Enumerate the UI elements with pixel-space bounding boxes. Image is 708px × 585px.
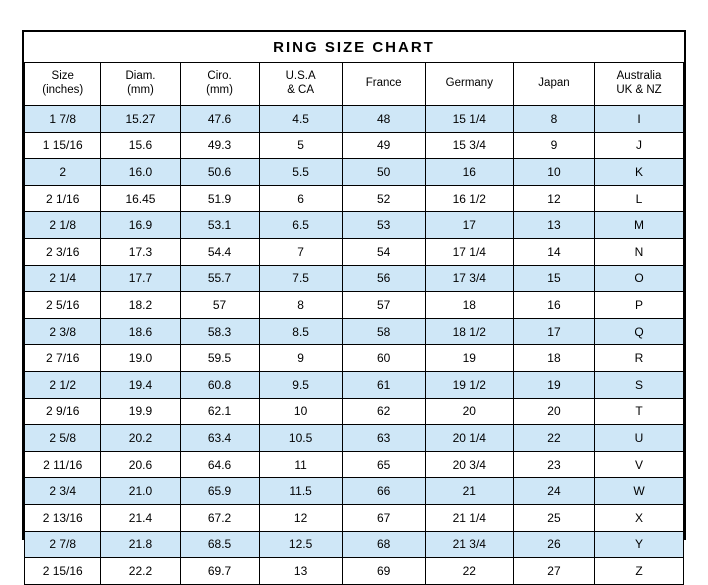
table-row bbox=[25, 185, 684, 212]
column-header-line1: France bbox=[365, 77, 402, 90]
table-cell: U bbox=[595, 425, 684, 452]
chart-title-row bbox=[25, 32, 684, 63]
table-row bbox=[25, 504, 684, 531]
table-cell: S bbox=[595, 371, 684, 398]
table-cell: 2 15/16 bbox=[25, 558, 101, 585]
table-row bbox=[25, 425, 684, 452]
table-cell: 10.5 bbox=[259, 425, 342, 452]
table-cell: 20 bbox=[425, 398, 513, 425]
table-cell: L bbox=[595, 185, 684, 212]
table-cell: R bbox=[595, 345, 684, 372]
column-header-line1: Diam. bbox=[125, 70, 156, 83]
table-cell: 47.6 bbox=[180, 106, 259, 133]
table-cell: 16 1/2 bbox=[425, 185, 513, 212]
table-cell: Y bbox=[595, 531, 684, 558]
table-cell: 62 bbox=[342, 398, 425, 425]
column-header-3 bbox=[259, 63, 342, 106]
table-cell: 49 bbox=[342, 132, 425, 159]
table-cell: 16 bbox=[513, 292, 594, 319]
table-cell: 21.8 bbox=[101, 531, 180, 558]
table-cell: 18.2 bbox=[101, 292, 180, 319]
table-cell: 9 bbox=[513, 132, 594, 159]
table-cell: 15 3/4 bbox=[425, 132, 513, 159]
column-header-4 bbox=[342, 63, 425, 106]
table-cell: P bbox=[595, 292, 684, 319]
table-cell: 62.1 bbox=[180, 398, 259, 425]
table-cell: 9 bbox=[259, 345, 342, 372]
table-row bbox=[25, 531, 684, 558]
table-cell: 2 9/16 bbox=[25, 398, 101, 425]
table-cell: 11 bbox=[259, 451, 342, 478]
table-cell: 6.5 bbox=[259, 212, 342, 239]
table-cell: 25 bbox=[513, 504, 594, 531]
table-cell: 22.2 bbox=[101, 558, 180, 585]
table-cell: 53 bbox=[342, 212, 425, 239]
table-cell: 13 bbox=[513, 212, 594, 239]
table-cell: 17 bbox=[513, 318, 594, 345]
table-cell: 63 bbox=[342, 425, 425, 452]
table-cell: 2 bbox=[25, 159, 101, 186]
table-cell: 4.5 bbox=[259, 106, 342, 133]
table-cell: 14 bbox=[513, 238, 594, 265]
table-cell: 5.5 bbox=[259, 159, 342, 186]
table-cell: 2 1/4 bbox=[25, 265, 101, 292]
column-header-line2: (mm) bbox=[206, 84, 233, 96]
table-cell: 56 bbox=[342, 265, 425, 292]
column-header-7 bbox=[595, 63, 684, 106]
table-cell: 53.1 bbox=[180, 212, 259, 239]
column-header-line2: (mm) bbox=[127, 84, 154, 96]
table-cell: 59.5 bbox=[180, 345, 259, 372]
table-cell: 21.0 bbox=[101, 478, 180, 505]
table-cell: 49.3 bbox=[180, 132, 259, 159]
table-row bbox=[25, 292, 684, 319]
table-cell: 51.9 bbox=[180, 185, 259, 212]
table-cell: 2 5/16 bbox=[25, 292, 101, 319]
column-header-1 bbox=[101, 63, 180, 106]
table-cell: N bbox=[595, 238, 684, 265]
table-cell: 48 bbox=[342, 106, 425, 133]
table-cell: 2 3/4 bbox=[25, 478, 101, 505]
table-cell: 19 bbox=[425, 345, 513, 372]
table-cell: 11.5 bbox=[259, 478, 342, 505]
table-cell: X bbox=[595, 504, 684, 531]
table-cell: 23 bbox=[513, 451, 594, 478]
table-cell: 58.3 bbox=[180, 318, 259, 345]
table-cell: 8.5 bbox=[259, 318, 342, 345]
table-cell: V bbox=[595, 451, 684, 478]
table-cell: 66 bbox=[342, 478, 425, 505]
table-cell: 22 bbox=[513, 425, 594, 452]
table-cell: 2 13/16 bbox=[25, 504, 101, 531]
table-cell: 27 bbox=[513, 558, 594, 585]
table-cell: 15.27 bbox=[101, 106, 180, 133]
table-cell: J bbox=[595, 132, 684, 159]
table-cell: 2 11/16 bbox=[25, 451, 101, 478]
table-cell: 20.2 bbox=[101, 425, 180, 452]
table-cell: Z bbox=[595, 558, 684, 585]
table-cell: 20.6 bbox=[101, 451, 180, 478]
table-cell: 7 bbox=[259, 238, 342, 265]
table-cell: 65.9 bbox=[180, 478, 259, 505]
table-row bbox=[25, 478, 684, 505]
table-row bbox=[25, 238, 684, 265]
table-cell: 26 bbox=[513, 531, 594, 558]
table-row bbox=[25, 345, 684, 372]
column-header-line2: UK & NZ bbox=[616, 84, 662, 96]
table-cell: 24 bbox=[513, 478, 594, 505]
table-cell: 68.5 bbox=[180, 531, 259, 558]
table-cell: 16.0 bbox=[101, 159, 180, 186]
table-cell: 15 1/4 bbox=[425, 106, 513, 133]
table-cell: K bbox=[595, 159, 684, 186]
ring-size-chart bbox=[22, 30, 686, 578]
column-header-line1: Size bbox=[51, 70, 74, 83]
column-header-2 bbox=[180, 63, 259, 106]
table-cell: 55.7 bbox=[180, 265, 259, 292]
table-cell: 17 3/4 bbox=[425, 265, 513, 292]
table-cell: 67.2 bbox=[180, 504, 259, 531]
table-row bbox=[25, 398, 684, 425]
table-cell: 9.5 bbox=[259, 371, 342, 398]
column-header-line1: U.S.A bbox=[285, 70, 316, 83]
table-cell: 17 1/4 bbox=[425, 238, 513, 265]
column-header-0 bbox=[25, 63, 101, 106]
table-cell: M bbox=[595, 212, 684, 239]
column-header-line1: Japan bbox=[538, 77, 570, 90]
table-cell: 10 bbox=[259, 398, 342, 425]
table-cell: 19.9 bbox=[101, 398, 180, 425]
table-cell: 10 bbox=[513, 159, 594, 186]
table-cell: 5 bbox=[259, 132, 342, 159]
table-cell: 21 3/4 bbox=[425, 531, 513, 558]
table-row bbox=[25, 106, 684, 133]
table-cell: 69 bbox=[342, 558, 425, 585]
table-cell: 12.5 bbox=[259, 531, 342, 558]
table-cell: 18 1/2 bbox=[425, 318, 513, 345]
table-cell: 61 bbox=[342, 371, 425, 398]
table-cell: 16.9 bbox=[101, 212, 180, 239]
column-header-line1: Germany bbox=[445, 77, 493, 90]
table-row bbox=[25, 159, 684, 186]
table-cell: 2 1/16 bbox=[25, 185, 101, 212]
table-cell: Q bbox=[595, 318, 684, 345]
table-cell: 2 5/8 bbox=[25, 425, 101, 452]
table-cell: 2 3/16 bbox=[25, 238, 101, 265]
table-cell: 19 1/2 bbox=[425, 371, 513, 398]
table-cell: 2 1/2 bbox=[25, 371, 101, 398]
table-row bbox=[25, 212, 684, 239]
table-cell: 16.45 bbox=[101, 185, 180, 212]
table-cell: 19 bbox=[513, 371, 594, 398]
table-cell: 18.6 bbox=[101, 318, 180, 345]
table-cell: 67 bbox=[342, 504, 425, 531]
table-cell: 63.4 bbox=[180, 425, 259, 452]
table-cell: 17.3 bbox=[101, 238, 180, 265]
table-cell: 20 3/4 bbox=[425, 451, 513, 478]
table-cell: 2 1/8 bbox=[25, 212, 101, 239]
column-header-line2: (inches) bbox=[42, 84, 84, 96]
table-row bbox=[25, 318, 684, 345]
table-cell: 65 bbox=[342, 451, 425, 478]
table-cell: 21 bbox=[425, 478, 513, 505]
table-cell: 60 bbox=[342, 345, 425, 372]
table-cell: 2 3/8 bbox=[25, 318, 101, 345]
table-cell: 21 1/4 bbox=[425, 504, 513, 531]
table-cell: 2 7/8 bbox=[25, 531, 101, 558]
table-cell: 52 bbox=[342, 185, 425, 212]
table-cell: 7.5 bbox=[259, 265, 342, 292]
table-row bbox=[25, 371, 684, 398]
table-cell: 8 bbox=[513, 106, 594, 133]
table-cell: 50 bbox=[342, 159, 425, 186]
table-cell: 1 15/16 bbox=[25, 132, 101, 159]
column-header-line1: Australia bbox=[616, 70, 662, 83]
table-cell: 1 7/8 bbox=[25, 106, 101, 133]
table-header-row bbox=[25, 63, 684, 106]
table-cell: 18 bbox=[513, 345, 594, 372]
table-cell: 2 7/16 bbox=[25, 345, 101, 372]
table-cell: W bbox=[595, 478, 684, 505]
column-header-5 bbox=[425, 63, 513, 106]
ring-size-table bbox=[24, 32, 684, 585]
column-header-line2: & CA bbox=[287, 84, 315, 96]
table-cell: 68 bbox=[342, 531, 425, 558]
table-cell: 19.4 bbox=[101, 371, 180, 398]
table-cell: 13 bbox=[259, 558, 342, 585]
table-cell: 15.6 bbox=[101, 132, 180, 159]
table-row bbox=[25, 451, 684, 478]
table-cell: 22 bbox=[425, 558, 513, 585]
table-cell: 6 bbox=[259, 185, 342, 212]
table-cell: 50.6 bbox=[180, 159, 259, 186]
page-title: RING SIZE CHART bbox=[25, 32, 684, 63]
table-cell: 54.4 bbox=[180, 238, 259, 265]
table-cell: 19.0 bbox=[101, 345, 180, 372]
table-row bbox=[25, 265, 684, 292]
table-cell: I bbox=[595, 106, 684, 133]
table-cell: 8 bbox=[259, 292, 342, 319]
table-cell: 54 bbox=[342, 238, 425, 265]
table-cell: 18 bbox=[425, 292, 513, 319]
table-cell: 64.6 bbox=[180, 451, 259, 478]
column-header-6 bbox=[513, 63, 594, 106]
table-cell: 17 bbox=[425, 212, 513, 239]
table-cell: T bbox=[595, 398, 684, 425]
table-row bbox=[25, 558, 684, 585]
table-cell: 12 bbox=[513, 185, 594, 212]
table-cell: 69.7 bbox=[180, 558, 259, 585]
table-cell: 15 bbox=[513, 265, 594, 292]
table-cell: 60.8 bbox=[180, 371, 259, 398]
table-cell: 12 bbox=[259, 504, 342, 531]
table-cell: 57 bbox=[180, 292, 259, 319]
table-cell: O bbox=[595, 265, 684, 292]
table-cell: 58 bbox=[342, 318, 425, 345]
table-cell: 16 bbox=[425, 159, 513, 186]
table-row bbox=[25, 132, 684, 159]
table-cell: 20 bbox=[513, 398, 594, 425]
table-cell: 57 bbox=[342, 292, 425, 319]
column-header-line1: Ciro. bbox=[207, 70, 232, 83]
table-cell: 21.4 bbox=[101, 504, 180, 531]
table-cell: 20 1/4 bbox=[425, 425, 513, 452]
table-cell: 17.7 bbox=[101, 265, 180, 292]
